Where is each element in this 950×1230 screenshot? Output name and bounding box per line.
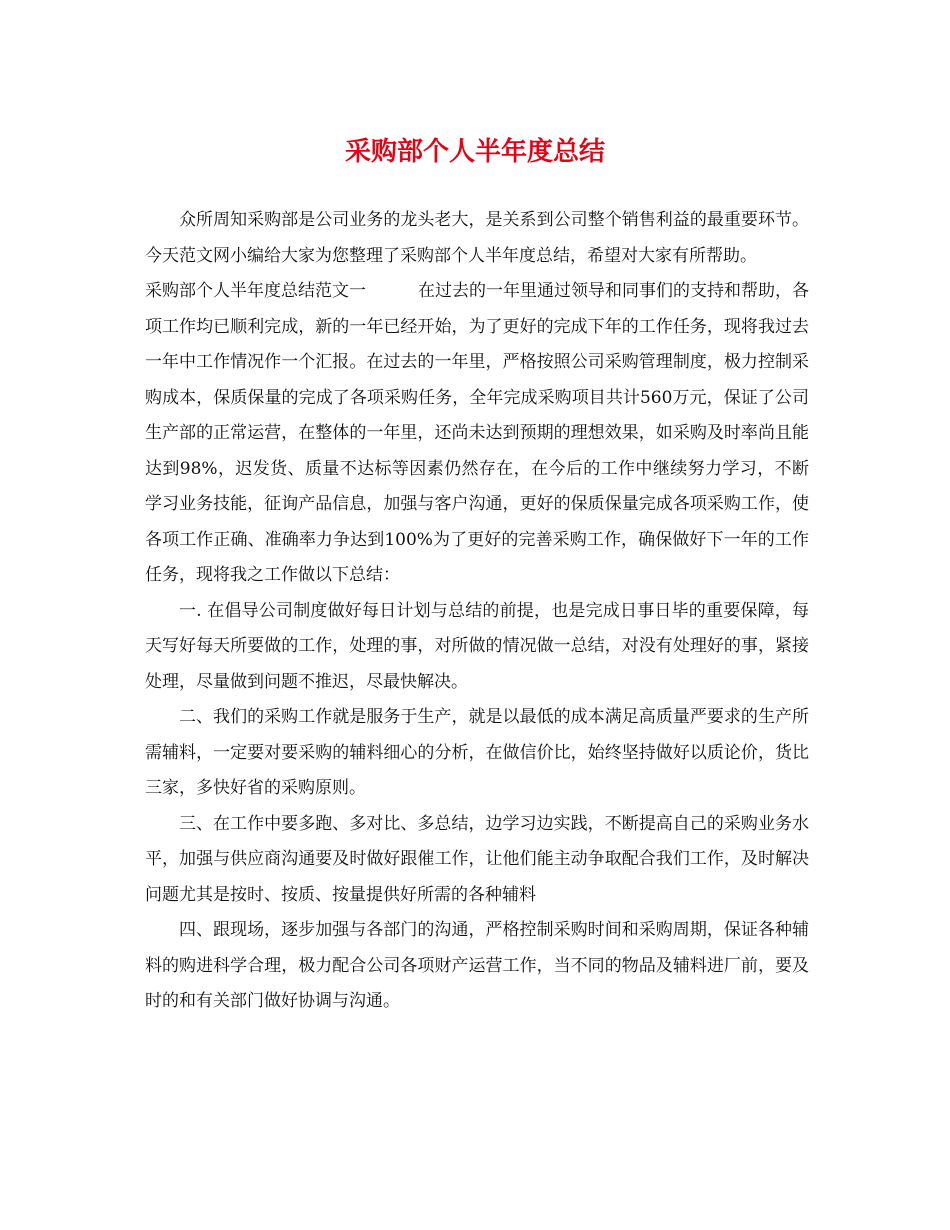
section-heading: 采购部个人半年度总结范文一 [145, 281, 366, 301]
point-paragraph-1: 一. 在倡导公司制度做好每日计划与总结的前提，也是完成日事日毕的重要保障，每天写好每天所要做的工作，处理的事，对所做的情况做一总结，对没有处理好的事，紧接处理，尽量做到问题不推迟，尽最快解决。 [145, 600, 809, 692]
point-paragraph-4: 四、跟现场，逐步加强与各部门的沟通，严格控制采购时间和采购周期，保证各种辅料的购进科学合理，极力配合公司各项财产运营工作，当不同的物品及辅料进厂前，要及时的和有关部门做好协调与沟通。 [145, 920, 809, 1011]
section-body: 在过去的一年里通过领导和同事们的支持和帮助，各项工作均已顺利完成，新的一年已经开始，为了更好的完成下年的工作任务，现将我过去一年中工作情况作一个汇报。在过去的一年里，严格按照公司采购管理制度，极力控制采购成本，保质保量的完成了各项采购任务，全年完成采购项目共计560万元，保证了公司生产部的正常运营，在整体的一年里，还尚未达到预期的理想效果，如采购及时率尚且能达到98%，迟发货、质量不达标等因素仍然存在，在今后的工作中继续努力学习，不断学习业务技能，征询产品信息，加强与客户沟通，更好的保质保量完成各项采购工作，使各项工作正确、准确率力争达到100%为了更好的完善采购工作，确保做好下一年的工作任务，现将我之工作做以下总结： [145, 281, 809, 585]
point-paragraph-2: 二、我们的采购工作就是服务于生产，就是以最低的成本满足高质量严要求的生产所需辅料，一定要对要采购的辅料细心的分析，在做信价比，始终坚持做好以质论价，货比三家，多快好省的采购原则。 [145, 707, 809, 798]
point-paragraph-3: 三、在工作中要多跑、多对比、多总结，边学习边实践，不断提高自己的采购业务水平，加强与供应商沟通要及时做好跟催工作，让他们能主动争取配合我们工作，及时解决问题尤其是按时、按质、按量提供好所需的各种辅料 [145, 813, 809, 905]
intro-paragraph: 众所周知采购部是公司业务的龙头老大，是关系到公司整个销售利益的最重要环节。今天范文网小编给大家为您整理了采购部个人半年度总结，希望对大家有所帮助。 [145, 210, 809, 266]
section-paragraph [145, 274, 809, 594]
document-body [145, 203, 809, 1020]
document-title: 采购部个人半年度总结 [344, 137, 605, 167]
